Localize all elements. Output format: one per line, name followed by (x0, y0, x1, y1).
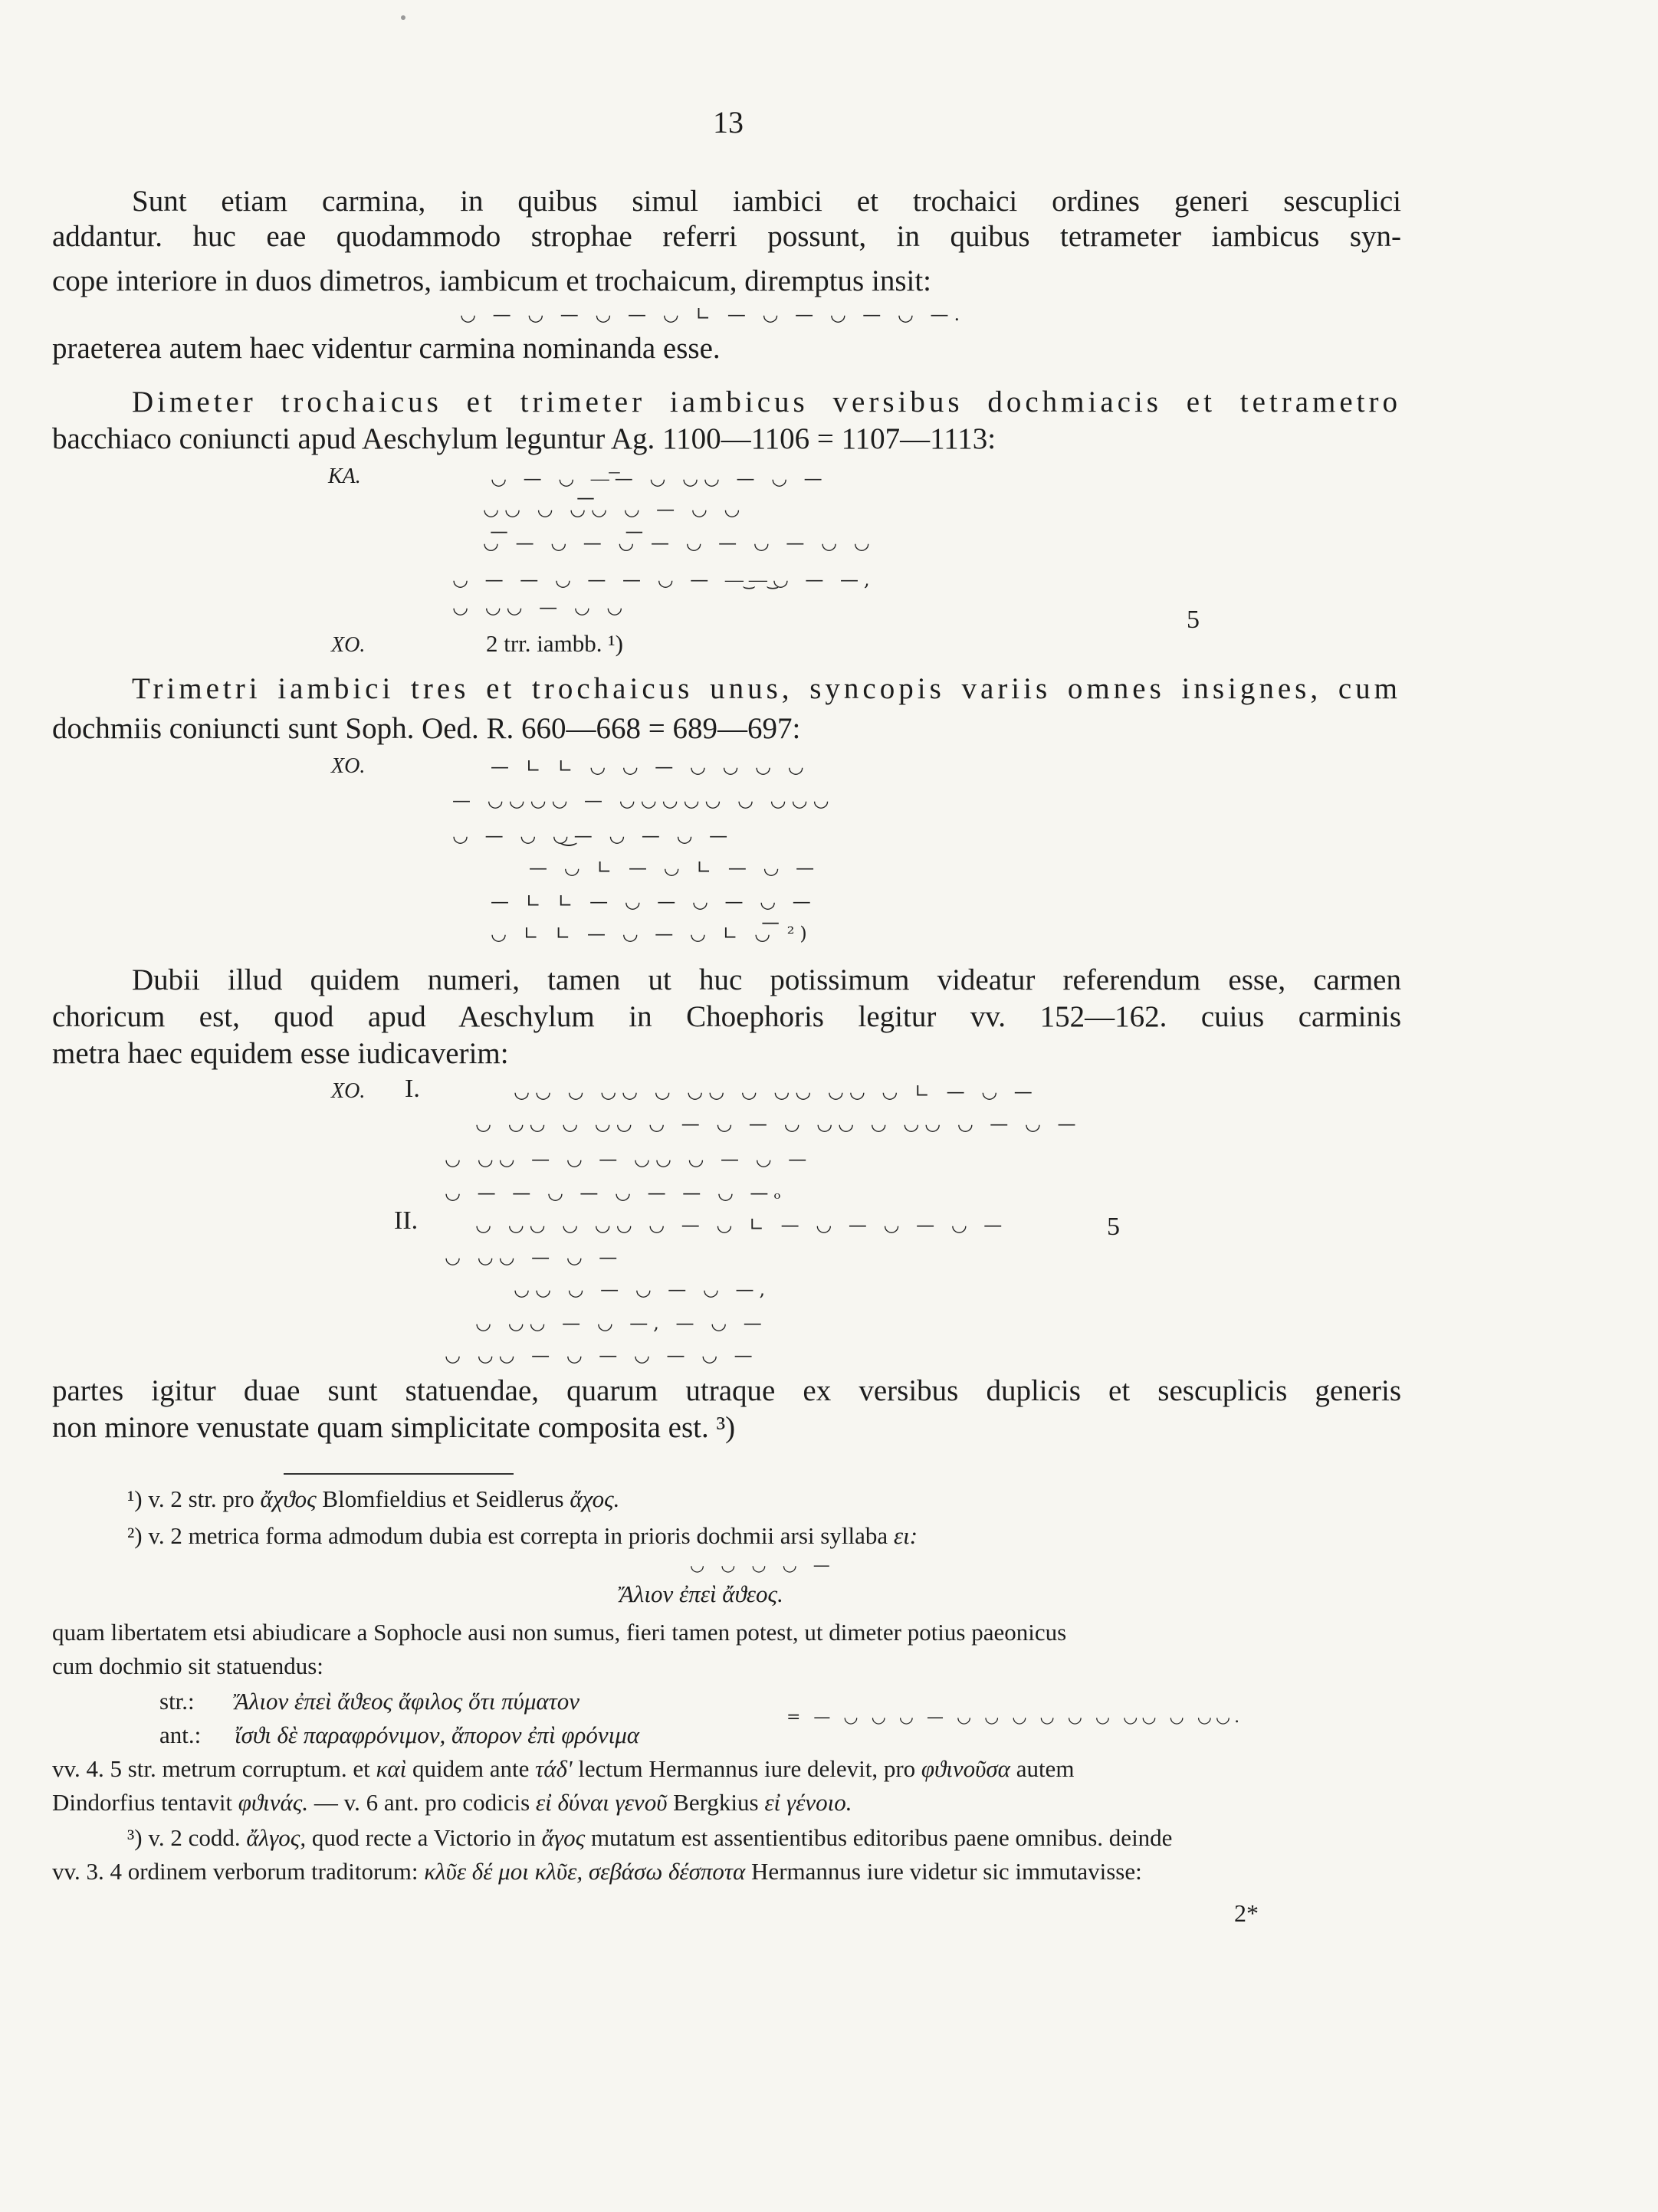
meter-oed-3: ◡ — ◡ ◡͜— ◡ — ◡ — (452, 825, 734, 846)
speaker-label-ka: KA. (328, 464, 361, 488)
fn3-l2-text-b: Hermannus iure videtur sic immutavisse: (745, 1858, 1142, 1885)
fn3-l1-text-b: quod recte a Victorio in (306, 1824, 542, 1851)
meter-cho-I-3: ◡ ◡◡ — ◡ — ◡◡ ◡ — ◡ — (445, 1148, 813, 1170)
fn2-l5-text-a: Dindorfius tentavit (52, 1789, 238, 1816)
para6-line2: non minore venustate quam simplicitate composita est. ³) (52, 1411, 736, 1444)
fn2-l4-greek-b: τάδ' (535, 1755, 573, 1782)
para1-line2: addantur. huc eae quodammodo strophae referri possunt, in quibus tetrameter iambicus syn- (52, 220, 1401, 253)
pair-meter: = — ◡ ◡ ◡ — ◡ ◡ ◡ ◡ ◡ ◡ ◡◡ ◡ ◡◡. (786, 1708, 1244, 1727)
signature-mark: 2* (1234, 1899, 1259, 1927)
fn2-meter: ◡ ◡ ◡ ◡ — (690, 1556, 836, 1575)
para5-line3: metra haec equidem esse iudicaverim: (52, 1037, 509, 1070)
ant-greek: ἴσϑι δὲ παραφρόνιμον, ἄπορον ἐπὶ φρόνιμα (235, 1721, 640, 1748)
para1-line3: cope interiore in duos dimetros, iambicum et trochaicum, diremptus insit: (52, 264, 931, 297)
meter-ag-4: ◡ — — ◡ — — ◡ — —͜—͜◡ — —, (452, 569, 875, 590)
para5-line1: Dubii illud quidem numeri, tamen ut huc potissimum videatur referendum esse, carmen (132, 963, 1401, 996)
para2: praeterea autem haec videntur carmina nominanda esse. (52, 332, 721, 365)
footnote-3-line2 (52, 1858, 1142, 1885)
footnote-3-line1 (127, 1824, 1172, 1852)
meter-tetrameter: ◡ — ◡ — ◡ — ◡ ∟ — ◡ — ◡ — ◡ —. (460, 304, 966, 325)
fn2-l4-greek-c: φϑινοῦσα (921, 1755, 1010, 1782)
strophe-label-I: I. (405, 1075, 420, 1103)
page-number: 13 (713, 105, 744, 139)
meter-cho-II-4: ◡ ◡◡ — ◡ —, — ◡ — (475, 1312, 767, 1334)
para6-line1: partes igitur duae sunt statuendae, quarum utraque ex versibus duplicis et sescuplicis generis (52, 1374, 1401, 1407)
fn2-l4-text-a: vv. 4. 5 str. metrum corruptum. et (52, 1755, 376, 1782)
footnote-2-line1 (127, 1522, 918, 1550)
para5-line2: choricum est, quod apud Aeschylum in Choephoris legitur vv. 152—162. cuius carminis (52, 1000, 1401, 1033)
fn2-l4-text-c: lectum Hermannus iure delevit, pro (572, 1755, 921, 1782)
fn3-l2-text-a: vv. 3. 4 ordinem verborum traditorum: (52, 1858, 425, 1885)
fn2-l4-greek-a: καὶ (376, 1755, 407, 1782)
footnote-2-line3: cum dochmio sit statuendus: (52, 1652, 323, 1679)
fn2-greek-a: ει: (893, 1522, 918, 1549)
fn1-text-b: Blomfieldius et Seidlerus (316, 1485, 570, 1512)
fn1-greek-a: ἄχϑος (260, 1485, 317, 1512)
strophe-label-II: II. (394, 1206, 419, 1235)
fn2-l5-text-b: — v. 6 ant. pro codicis (308, 1789, 536, 1816)
fn3-l1-text-a: ³) v. 2 codd. (127, 1824, 247, 1851)
speaker-label-xo-2: XO. (331, 754, 366, 778)
meter-ag-3: ◡͞ — ◡ — ◡͞ — ◡ — ◡ — ◡ ◡ (483, 532, 875, 553)
str-greek: Ἄλιον ἐπεὶ ἄϑεος ἄφιλος ὅτι πύματον (235, 1688, 580, 1715)
fn3-l1-greek-b: ἄγος (541, 1824, 586, 1851)
fn1-greek-b: ἄχος. (570, 1485, 620, 1512)
fn3-l1-greek-a: ἄλγος, (246, 1824, 307, 1851)
fn2-l5-greek-c: εἰ γένοιο. (764, 1789, 852, 1816)
meter-ag-1: ◡ — ◡ —͞— ◡ ◡◡ — ◡ — (491, 468, 828, 489)
line-number-5-ag: 5 (1187, 606, 1200, 634)
fn3-l1-text-c: mutatum est assentientibus editoribus paene omnibus. deinde (585, 1824, 1173, 1851)
meter-ag-5: ◡ ◡◡ — ◡ ◡ (452, 596, 629, 618)
fn2-l4-text-d: autem (1010, 1755, 1075, 1782)
meter-oed-6: ◡ ∟ ∟ — ◡ — ◡ ∟ ◡͞ ²) (491, 923, 813, 944)
ant-label: ant.: (159, 1721, 202, 1748)
fn1-text-a: ¹) v. 2 str. pro (127, 1485, 261, 1512)
line-number-5-cho: 5 (1107, 1213, 1120, 1241)
meter-oed-4: — ◡ ∟ — ◡ ∟ — ◡ — (529, 857, 820, 878)
meter-cho-II-3: ◡◡ ◡ — ◡ — ◡ —, (514, 1278, 771, 1300)
fn2-text-a: ²) v. 2 metrica forma admodum dubia est correpta in prioris dochmii arsi syllaba (127, 1522, 894, 1549)
fn3-l2-greek-a: κλῦε δέ μοι κλῦε, σεβάσω δέσποτα (424, 1858, 746, 1885)
meter-ag-2: ◡◡ ◡ ◡͞◡ ◡ — ◡ ◡ (483, 498, 746, 520)
meter-cho-I-4: ◡ — — ◡ — ◡ — — ◡ —ₒ (445, 1182, 786, 1203)
fn2-l5-greek-a: φϑινάς. (238, 1789, 309, 1816)
meter-cho-I-1: ◡◡ ◡ ◡◡ ◡ ◡◡ ◡ ◡◡ ◡◡ ◡ ∟ — ◡ — (514, 1081, 1038, 1102)
meter-cho-II-1: ◡ ◡◡ ◡ ◡◡ ◡ — ◡ ∟ — ◡ — ◡ — ◡ — (475, 1214, 1008, 1236)
str-label: str.: (159, 1688, 195, 1715)
fn2-l4-text-b: quidem ante (406, 1755, 536, 1782)
print-speck (401, 15, 405, 20)
fn2-l5-greek-b: εἰ δύναι γενοῦ (535, 1789, 668, 1816)
para3-line1: Dimeter trochaicus et trimeter iambicus versibus dochmiacis et tetrametro (132, 386, 1401, 418)
footnote-1 (127, 1485, 619, 1513)
footnote-2-line4 (52, 1755, 1074, 1783)
fn2-l5-text-c: Bergkius (667, 1789, 765, 1816)
para4-line2: dochmiis coniuncti sunt Soph. Oed. R. 660—668 = 689—697: (52, 712, 801, 745)
footnote-2-line2: quam libertatem etsi abiudicare a Sophocle ausi non sumus, fieri tamen potest, ut dimeter potius paeonicus (52, 1619, 1067, 1646)
speaker-label-xo-1: XO. (331, 633, 366, 657)
meter-oed-5: — ∟ ∟ — ◡ — ◡ — ◡ — (491, 891, 816, 912)
meter-cho-II-5: ◡ ◡◡ — ◡ — ◡ — ◡ — (445, 1344, 758, 1366)
footnote-rule (284, 1473, 514, 1475)
fn2-greek-line: Ἄλιον ἐπεὶ ἄϑεος. (619, 1580, 783, 1607)
para4-line1: Trimetri iambici tres et trochaicus unus, syncopis variis omnes insignes, cum (132, 672, 1401, 705)
meter-cho-II-2: ◡ ◡◡ — ◡ — (445, 1246, 623, 1268)
meter-oed-2: — ◡◡◡◡ — ◡◡◡◡◡ ◡ ◡◡◡ (452, 789, 835, 811)
meter-oed-1: — ∟ ∟ ◡ ◡ — ◡ ◡ ◡ ◡ (491, 756, 809, 777)
trimeters-note: 2 trr. iambb. ¹) (486, 630, 623, 657)
para1-line1: Sunt etiam carmina, in quibus simul iambici et trochaici ordines generi sescuplici (132, 185, 1401, 218)
speaker-label-xo-3: XO. (331, 1079, 366, 1103)
para3-line2: bacchiaco coniuncti apud Aeschylum leguntur Ag. 1100—1106 = 1107—1113: (52, 422, 996, 455)
footnote-2-line5 (52, 1789, 852, 1817)
meter-cho-I-2: ◡ ◡◡ ◡ ◡◡ ◡ — ◡ — ◡ ◡◡ ◡ ◡◡ ◡ — ◡ — (475, 1113, 1082, 1134)
